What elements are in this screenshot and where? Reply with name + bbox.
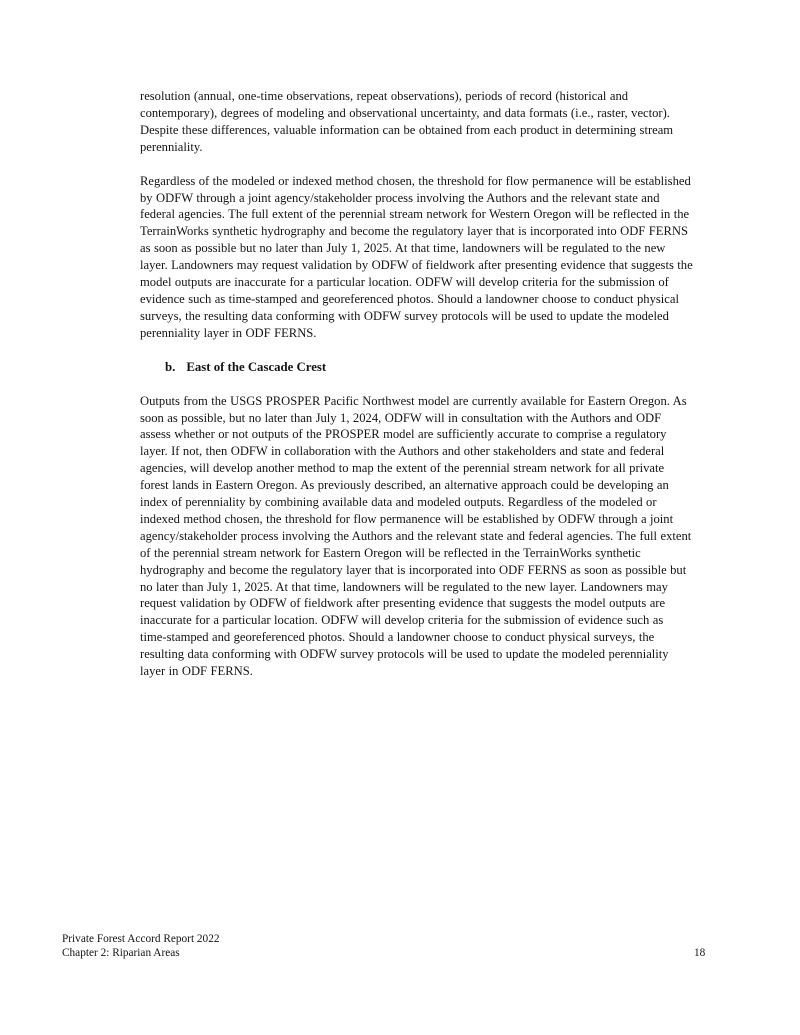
paragraph-eastern-oregon: Outputs from the USGS PROSPER Pacific Northwest model are currently available for Eastern Oregon. As soon as possible, but no later than July 1, 2024, ODFW will in consultation with the Authors and ODF assess whether or not outputs of the PROSPER model are sufficiently accurate to comprise a regulatory layer. If not, then ODFW in collaboration with the Authors and other stakeholders and state and federal agencies, will develop another method to map the extent of the perennial stream network for all private forest lands in Eastern Oregon. As previously described, an alternative approach could be developing an index of perenniality by combining available data and modeled outputs. Regardless of the modeled or indexed method chosen, the threshold for flow permanence will be established by ODFW through a joint agency/stakeholder process involving the Authors and the relevant state and federal agencies. The full extent of the perennial stream network for Eastern Oregon will be reflected in the TerrainWorks synthetic hydrography and become the regulatory layer that is incorporated into ODF FERNS as soon as possible but no later than July 1, 2025. At that time, landowners will be regulated to the new layer. Landowners may request validation by ODFW of fieldwork after presenting evidence that suggests the model outputs are inaccurate for a particular location. ODFW will develop criteria for the submission of evidence such as time-stamped and georeferenced photos. Should a landowner choose to conduct physical surveys, the resulting data conforming with ODFW survey protocols will be used to update the modeled perenniality layer in ODF FERNS. bbox=[140, 393, 692, 679]
page-footer bbox=[62, 933, 220, 961]
page-number: 18 bbox=[694, 947, 706, 959]
heading-list-label: b. bbox=[165, 359, 176, 374]
heading-text: East of the Cascade Crest bbox=[186, 359, 327, 374]
page-body bbox=[140, 88, 693, 697]
footer-report-title: Private Forest Accord Report 2022 bbox=[62, 933, 220, 945]
section-heading-east-cascade-crest bbox=[165, 359, 693, 376]
footer-chapter: Chapter 2: Riparian Areas bbox=[62, 946, 180, 959]
paragraph-resolution: resolution (annual, one-time observations, repeat observations), periods of record (historical and contemporary), degrees of modeling and observational uncertainty, and data formats (i.e., raster, vector). Despite these differences, valuable information can be obtained from each product in determining stream perenniality. bbox=[140, 89, 674, 154]
paragraph-western-oregon: Regardless of the modeled or indexed method chosen, the threshold for flow permanence will be established by ODFW through a joint agency/stakeholder process involving the Authors and the relevant state and federal agencies. The full extent of the perennial stream network for Western Oregon will be reflected in the TerrainWorks synthetic hydrography and become the regulatory layer that is incorporated into ODF FERNS as soon as possible but no later than July 1, 2025. At that time, landowners will be regulated to the new layer. Landowners may request validation by ODFW of fieldwork after presenting evidence that suggests the model outputs are inaccurate for a particular location. ODFW will develop criteria for the submission of evidence such as time-stamped and georeferenced photos. Should a landowner choose to conduct physical surveys, the resulting data conforming with ODFW survey protocols will be used to update the modeled perenniality layer in ODF FERNS. bbox=[140, 173, 693, 340]
